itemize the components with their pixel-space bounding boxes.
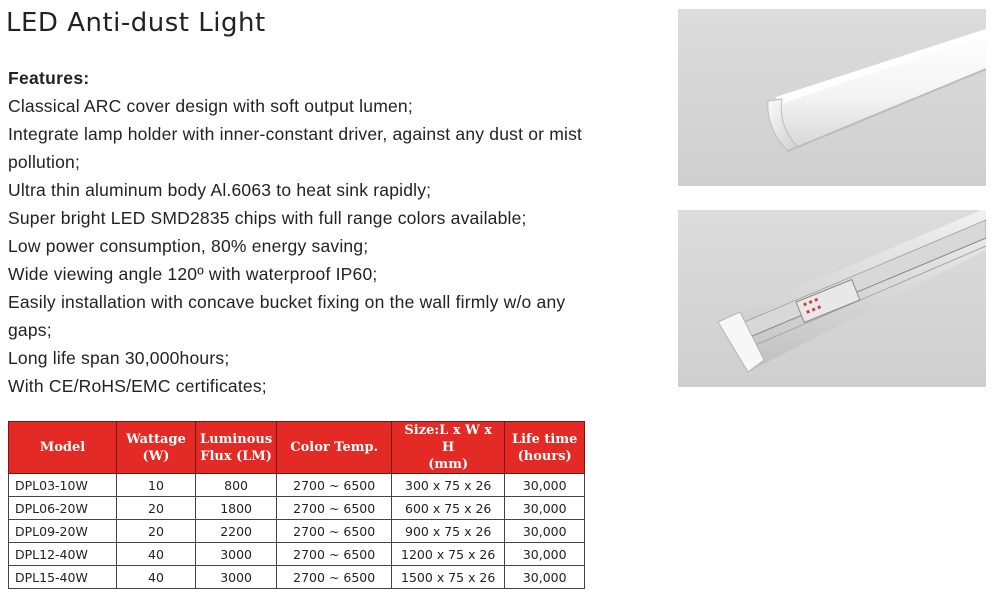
cell-life: 30,000 <box>505 474 585 497</box>
cell-size: 600 x 75 x 26 <box>392 497 505 520</box>
cell-life: 30,000 <box>505 543 585 566</box>
cell-flux: 3000 <box>196 543 277 566</box>
page-title: LED Anti-dust Light <box>6 8 266 38</box>
cell-wattage: 20 <box>117 497 196 520</box>
col-life-header: Life time (hours) <box>505 422 585 474</box>
col-colortemp-header: Color Temp. <box>277 422 392 474</box>
cell-model: DPL06-20W <box>9 497 117 520</box>
feature-line: pollution; <box>8 152 81 172</box>
feature-line: Classical ARC cover design with soft output lumen; <box>8 96 413 116</box>
cell-flux: 1800 <box>196 497 277 520</box>
spec-table <box>8 421 585 589</box>
feature-line: Long life span 30,000hours; <box>8 348 230 368</box>
cell-flux: 3000 <box>196 566 277 589</box>
col-wattage-header: Wattage (W) <box>117 422 196 474</box>
feature-line: Low power consumption, 80% energy saving; <box>8 236 369 256</box>
cell-life: 30,000 <box>505 497 585 520</box>
cell-colortemp: 2700 ~ 6500 <box>277 497 392 520</box>
table-row <box>9 474 585 497</box>
cell-colortemp: 2700 ~ 6500 <box>277 543 392 566</box>
cell-colortemp: 2700 ~ 6500 <box>277 474 392 497</box>
table-header-row <box>9 422 585 474</box>
led-tube-open-photo <box>678 210 986 387</box>
cell-flux: 2200 <box>196 520 277 543</box>
cell-life: 30,000 <box>505 566 585 589</box>
cell-flux: 800 <box>196 474 277 497</box>
cell-life: 30,000 <box>505 520 585 543</box>
feature-line: Integrate lamp holder with inner-constant driver, against any dust or mist <box>8 124 583 144</box>
features-heading: Features: <box>8 68 90 88</box>
table-row <box>9 497 585 520</box>
feature-line: Ultra thin aluminum body Al.6063 to heat sink rapidly; <box>8 180 432 200</box>
cell-model: DPL03-10W <box>9 474 117 497</box>
cell-colortemp: 2700 ~ 6500 <box>277 520 392 543</box>
col-flux-header: Luminous Flux (LM) <box>196 422 277 474</box>
cell-model: DPL12-40W <box>9 543 117 566</box>
features-list <box>8 64 668 400</box>
feature-line: Super bright LED SMD2835 chips with full range colors available; <box>8 208 527 228</box>
col-size-header: Size:L x W x H (mm) <box>392 422 505 474</box>
cell-model: DPL09-20W <box>9 520 117 543</box>
feature-line: Easily installation with concave bucket fixing on the wall firmly w/o any <box>8 292 566 312</box>
table-row <box>9 543 585 566</box>
cell-wattage: 40 <box>117 566 196 589</box>
feature-line: With CE/RoHS/EMC certificates; <box>8 376 267 396</box>
cell-wattage: 40 <box>117 543 196 566</box>
led-tube-closed-photo <box>678 9 986 186</box>
cell-wattage: 20 <box>117 520 196 543</box>
col-model-header: Model <box>9 422 117 474</box>
cell-size: 300 x 75 x 26 <box>392 474 505 497</box>
cell-model: DPL15-40W <box>9 566 117 589</box>
cell-size: 1500 x 75 x 26 <box>392 566 505 589</box>
cell-size: 1200 x 75 x 26 <box>392 543 505 566</box>
cell-wattage: 10 <box>117 474 196 497</box>
feature-line: Wide viewing angle 120º with waterproof IP60; <box>8 264 378 284</box>
table-row <box>9 566 585 589</box>
feature-line: gaps; <box>8 320 52 340</box>
cell-size: 900 x 75 x 26 <box>392 520 505 543</box>
table-row <box>9 520 585 543</box>
cell-colortemp: 2700 ~ 6500 <box>277 566 392 589</box>
